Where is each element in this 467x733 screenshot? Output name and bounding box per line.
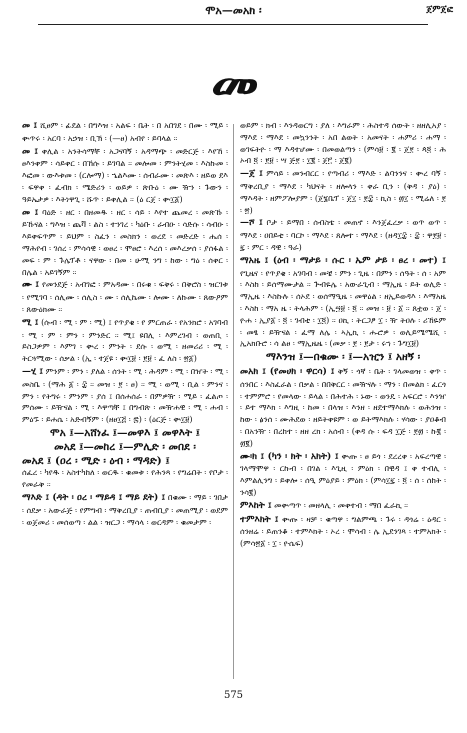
entry-headword: መ ፤ [22, 146, 39, 157]
entry-headword: ሞአ ፤—አሸነፈ ፤—መዋእ ፤ መዋእት ፤ [50, 426, 200, 439]
section-letter: መ [211, 55, 259, 111]
entry-definition: ሺፀም ፡ ፊደል ፡ በግእዝ ፡ አልፍ ፡ ቤት ፡ በ አበገደ ፡ በሙ ፡ ሚይ ፡ ቍጥሩ ፡ አርባ ፡ አኃዝ ፡ ቢኽ ፡ (—ፀ) አብየ ፡ ይባላል ። [22, 121, 228, 143]
dictionary-entry [22, 279, 228, 315]
dictionary-entry [22, 456, 228, 491]
dictionary-entry [240, 500, 446, 513]
entry-headword: —ሾ ፤ [240, 218, 263, 229]
entry-headword: —ጀ ፤ [240, 169, 263, 180]
page-number: 575 [223, 690, 244, 701]
entry-definition: ወይም ፡ ክብ ፡ እንዳወርግ ፡ ያለ ፡ እግራም ፡ ሕስተዳ ሰውት ፡ ዘዘሊአያ ፡ ማእደ ፡ ማእደ ፡ መኳንንት ፡ አበ ልወት ፡ አመናት ፡ ሐምሪ ፡ ሐማ ፡ ወገፍትዮ ፡ ማ እዳተሆሙ ፡ በመወልጣን ፡ (ምሳ፱ ፡ ፪ ፡ ጀ፻ ፡ ጳ፬ ፡ ሕ ኦብ ፬ ፡ ፻፱ ፡ ሣ ጅ፻ ፡ ፲፪ ፡ ጀ፫ ፡ ጀ፪) [240, 121, 446, 166]
dictionary-entry [22, 428, 228, 440]
entry-definition: ምሳይ ፡ መንብርር ፡ የጣብሪ ፡ ማእድ ፡ ልባንንና ፡ ቍረ ባኝ ፡ ማቅረቢያ ፡ ማእደ ፡ ካህናት ፡ ዘሎላን ፡ ቀራ ቢን ፡ (ቅዳ ፡ ያዕ) ፡ ማእዳት ፡ ዘምፖሎያም ፡ (ጀ፮ቤፕ ፡ ጀ፲ ፡ ፻፰ ፡ ኪስ ፡ ፴፲ ፡ ሚሬለ ፡ ፻ ፡ ፳) [240, 169, 446, 215]
entry-headword: ምእከት ፤ [240, 500, 272, 511]
dictionary-entry [240, 514, 446, 550]
entry-definition: ቍጡ ፡ ዛቻ ፡ ቁጣዋ ፡ ግልምጫ ፡ ጉሩ ፡ ዳጎሬ ፡ ዕዳር ፡ ሰንዘሬ ፡ ይጠንቆ ፡ ተምእክት ፡ ኦረ ፡ ሞሳብ ፡ ሌ ኢደንገጻ ፡ ተምአክት ፡ (ምሳ፳፩ ፡ ፲ ፡ ዮሴፍ) [240, 514, 446, 549]
entry-headword: ማእንዝ ፤—በቁሙ ፡ ፤—አዢን ፤ አዘኝ ፡ [265, 351, 421, 364]
entry-headword: ሚ ፤ [22, 317, 39, 328]
entry-definition: ባዕድ ፡ ዘር ፡ በዘመዱ ፡ ዘር ፡ ሳይ ፡ እየተ ጨመረ ፡ መጽኹ ፡ ይኹናል ፡ ግእዝ ፡ ጨቫ ፡ ልስ ፡ ተንገረ ፡ ካዕቡ ፡ ራብዑ ፡ ሳድሱ ፡ ሳብዑ ፡ እይቀፍጥም ፡ ይህም ፡ ስፈን ፡ መስክን ፡ ወረደ ፡ መድረድ ፡ ሔሰ ፡ ማሕየብ ፡ ገሰረ ፡ ምሳሳዊ ፡ ወፀረ ፡ ሞፀሮ ፡ እረሰ ፡ መእረቃሰ ፡ ያሰፋል ፡ መፍ ፡ ም ፡ ጉሌፕቶ ፡ ናዋው ፡ በመ ፡ ሁሚ ንግ ፡ ከው ፡ ግዕ ፡ ሰቀር ፡ በሌል ፡ አይገኝም ። [22, 207, 228, 277]
right-column [240, 120, 446, 680]
dictionary-entry [22, 146, 228, 206]
entry-definition: (ሱብ ፡ ሚ ፡ ም ፡ ሚ) ፤ የጥያቄ ፡ የ ምርጠራ ፡ የአንክሮ ፡ አገባብ ፡ ሚ ፡ ም ፡ ምን ፡ ምንድር ። ሚ፤ ዩበሊ ፡ እምረገብ ፡ ወጠቢ ፡ ይስጋዎም ፡ እምገ ፡ ቍረ ፡ ምንት ፡ ደሱ ፡ ወሚ ፡ ዘመሪሪ ፡ ሚ ፡ ትርጓሚው ፡ ሰቃል ፡ (ኢ ፡ ተጀዩ ፡ ቍ፲፱ ፡ ፻፱ ፡ ፈ ለስ ፡ ፳፩) [22, 317, 228, 364]
entry-headword: መ ፤ [22, 121, 38, 131]
running-head [0, 4, 467, 20]
entry-definition: ቦታ ፡ ይማበ ፡ ሰብስቴ ፡ መጠኖ ፡ እንጀፈረቃ ፡ ወጥ ወጥ ፡ ማእደ ፡ ዐበይቲ ፡ ባርኮ ፡ ማእደ ፡ ጸሎተ ፡ ማእደ ፡ (ዘዳ፲፰ ፡ ፰ ፡ ዋ፻፱ ፡ ፯ ፡ ምር ፡ ዳዊ ፡ ዓራ) [240, 218, 446, 252]
entry-headword: መአደ ፤ (ዐረ ፡ ሚድ ፡ ዕብ ፡ ማዳድ) ፤ [22, 454, 170, 467]
running-head-title: ሞአ—መአክ ፡ [205, 4, 262, 17]
running-head-right: ጀምጀፎ [426, 5, 453, 15]
entry-headword: መአክ ፤ (የመሀክ ፡ ዋርሳ) ፤ [240, 366, 335, 377]
entry-headword: ሙ ፤ [22, 280, 40, 291]
entry-definition: መቍጣጥ ፡ መዘላሊ ፡ መቀተብ ፡ ማበ ፈራኪ ። [274, 500, 408, 510]
dictionary-entry [22, 366, 228, 426]
entry-definition: ምንም ፡ ምን ፡ ያለል ፡ ሰንት ፡ ሚ ፡ ሕዳም ፡ ሚ ፡ በዠት ፡ ሚ ፡ መስቤ ፡ (ማሕ ፩ ፡ ፰ ። መዝ ፡ ፻ ፡ ፀ) ። ሚ ፡ ወሚ ፡ ቢል ፡ ምንና ፡ ምን ፡ የትግሩ ፡ ምንም ፡ ያሰ ፤ በሰሐሰራ ፡ በምዎዥ ፡ ሚይ ፡ ፈልጦ ፡ ምሰሙ ፡ ይዥናል ፡ ሚ ፡ እዋጣቸ ፤ በግብጽ ፡ መዥሐዊ ፡ ሚ ፡ ሐብ ፡ ምዕኙ ፡ ይሐሴ ፡ አድብኝም ፡ (ዘፀ፲፭ ፡ ፷) ፡ (ዕርጅ ፡ ቍ፲፱) [22, 366, 228, 425]
entry-headword: መአደ ፤—መከረ ፤—ምሊድ ፡ መበደ ፡ [54, 440, 196, 453]
entry-headword: —ሂ ፤ [22, 366, 44, 377]
entry-definition: ቍጡ ፡ ፀ ይጎ ፡ ደረረቀ ፡ አፍረጣዊ ፡ ገላማሞዋ ፡ ርኩብ ፡ በገል ፡ እጊዚ ፡ ምዕክ ፡ በዊዳ ፤ ቀ ተብሊ ፡ እምልሊንግ ፡ ይቀሎ ፡ ሰዒ ምዕያይ ፡ ምዕክ ፡ (ምሳ፲፯ ፡ ፬ ፡ ሰ ፡ ሰከት ፡ ንሳ፪) [240, 451, 446, 497]
column-divider [233, 124, 234, 679]
entry-headword: ማእድ ፤ (ዳት ፡ ዐረ ፡ ማይዳ ፤ ማይ ደት) ፤ [22, 492, 166, 503]
entry-headword: ሙ፡ክ ፤ (ካን ፡ ክት ፡ አክት) ፤ [240, 451, 339, 462]
dictionary-entry [22, 317, 228, 365]
entry-definition: የጊዜና ፡ የጥያቄ ፡ አገባብ ፡ መቼ ፡ ምን ፡ ጊዜ ፡ በምን ፡ ሰዓት ፡ ሰ ፡ አም ፡ እስከ ፡ ይሰማሙታል ። ጕብዬሌ ፡ አውራጊብ ፡ ማኢዜ ፡ ይት ወሊድ ፡ ማኢዜ ፡ እስኩሉ ፡ ሰኦደ ፡ ወሰማዒዜ ፡ መዋዕል ፡ ዘኢይወዳእ ፡ እማአዜ ፡ እስከ ፡ ማአ ዜ ፡ ትላሕም ፡ (ኢ፵፱ ፡ ፬ ። መዝ ፡ ፱ ፡ ፩ ። ጸቷወ ፡ ጀ ፡ ዮሐ ፡ ኢያ፩ ፡ ፬ ፡ ገብቲ ፡ ፲፬) ። ዐኪ ፡ ትርጋፆ ፲ ፡ ዥ ትዐሉ ፡ ሪኸዬም ፡ መፄ ፡ ይዥናል ፡ ፈማ ለሌ ፡ ኣኢኪ ፡ ሑሮዎ ፡ ወሊይሜሜሺ ፡ ኢአክቡሮ ፡ ሳ ልፀ ፡ ማኢዜዜ ፡ (መቃ ፡ ፻ ፡ ፻ታ ፡ ሩኀ ፡ ጉግ፲፱) [240, 268, 446, 349]
entry-headword: ማአዜ ፤ (ዕብ ፡ ማታይ ፡ ሱር ፡ ኤም ታይ ፡ ፀረ ፡ መተ) ፤ [240, 255, 446, 266]
left-column [22, 120, 228, 680]
entry-definition: ቅኝ ፡ ጎኛ ፡ ቤት ፡ ገላመወዝ ፡ ቀጥ ፡ ሰንበር ፡ እስፈራል ፡ በቃል ፡ በበቅርር ፡ መዥናሉ ፡ ማን ፡ በመልክ ፡ ፈርጎ ፡ ተምምሮ ፡ የመላው ፡ ይላል ፡ በሕተሕ ፡ ኑው ፡ ወንዴ ፡ አፍርሮ ፡ እንዠ ፡ ይተ ማእክ ፡ እግዚ ፡ ከመ ፡ በላዝ ፡ እንዘ ፡ ዘደተማእክሉ ፡ ወሕንዝ ፡ ከው ፡ ፅንሰ ፡ ሙሕደወ ፡ ዘይትቀዩም ፡ ወ ይትማእክሉ ፡ ሃሳው ፡ ያዐቆብ ፡ በአንዥ ፡ በረከተ ፡ ዘዘ ረክ ፡ አሰብ ፡ (ቀዳ ሱ ፡ ፍዳ ፲ጅ ፡ ፻፴ ፡ ኩ፪ ፡ ፴፪) [240, 366, 446, 448]
dictionary-entry [22, 207, 228, 279]
entry-headword: መ ፤ [22, 207, 39, 218]
entry-definition: የመንደጅ ፡ አብገፎ ፡ ምአዳሙ ፡ በሩቁ ፡ ፍቅሩ ፡ በቅሮስ ፡ ዝርገቱ ፡ የሚገባ ፡ ሰሊሙ ፡ ሰሊስ ፡ ሙ ፡ ሰሊኬሙ ፡ ሎሙ ፡ ለኩሙ ፡ ጸውዖም ፡ ጸውዕክሙ ። [22, 280, 228, 314]
dictionary-entry [240, 120, 446, 167]
dictionary-entry [22, 442, 228, 454]
dictionary-entry [22, 120, 228, 145]
header-rule [38, 24, 428, 25]
entry-definition: በቁሙ ፡ ማይ ፡ ገበታ ፡ ሰደቃ ፡ አውራጅ ፡ የምግብ ፡ ማቅረቢያ ፡ ጠብቢያ ፡ መጠሚያ ፡ ወደም ፡ ወጀመሪ ፡ መሰወጣ ፡ ልል ፡ ዝርጋ ፡ ማሳላ ፡ ወርዳም ፡ ቁመታም ፡ [22, 492, 228, 527]
dictionary-entry [240, 255, 446, 350]
dictionary-entry [240, 366, 446, 450]
entry-definition: ቀሊል ፡ አንትሳማቸ ፡ አጋናባኝ ፡ አዳማጭ ፡ መድርጅ ፡ እየኸ ፡ ፀእንቀም ፡ ሳይቀር ፡ በኸሱ ፡ ይገባል ። መሎመ ፡ ምንትሂመ ፡ እስኩመ ፡ እፎመ ፡ ውእቱመ ፡ (ርሎማ) ፡ ኄልእሙ ፡ ሰብራሙ ፡ መጽእ ፡ ዘይወ ደእ ፡ ፍዋቀ ፡ ፈብክ ፡ ሜድሪን ፡ ወይዎ ፡ ጽቡዕ ፡ ሙ ዥን ፡ ጉውን ፡ ዓይኤታዎ ፡ እትነዋጊ ፡ ሹጥ ፡ ይቀሊል ። (ዕ ርጀ ፡ ቍ፲፩) [22, 146, 228, 204]
dictionary-entry [240, 352, 446, 364]
dictionary-entry [240, 168, 446, 216]
entry-definition: ሰፈረ ፡ ካየዱ ፡ አስተካከለ ፡ ወርዱ ፡ ቁመቱ ፡ የሕንጻ ፡ የግሬበት ፡ የቦታ ፡ የመራቅ ። [22, 468, 228, 490]
dictionary-entry [22, 492, 228, 528]
dictionary-entry [240, 217, 446, 253]
entry-headword: ተምእክት ፤ [240, 514, 279, 525]
dictionary-entry [240, 451, 446, 499]
